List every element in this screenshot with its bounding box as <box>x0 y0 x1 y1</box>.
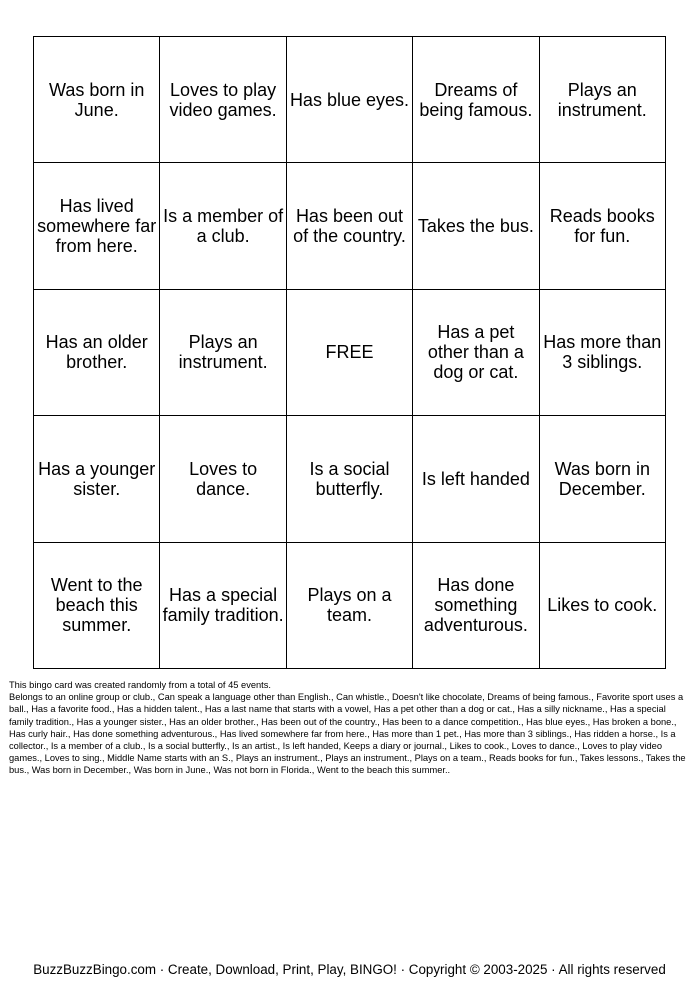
bingo-cell: Has lived somewhere far from here. <box>34 163 160 289</box>
bingo-cell: Is left handed <box>413 416 539 542</box>
bingo-cell: Was born in June. <box>34 37 160 163</box>
bingo-row <box>34 416 666 542</box>
bingo-cell: Plays an instrument. <box>539 37 665 163</box>
bingo-cell: Likes to cook. <box>539 542 665 668</box>
bingo-row <box>34 542 666 668</box>
bingo-cell: Has more than 3 siblings. <box>539 289 665 415</box>
bingo-cell: Is a social butterfly. <box>286 416 412 542</box>
bingo-cell: Dreams of being famous. <box>413 37 539 163</box>
bingo-cell: Reads books for fun. <box>539 163 665 289</box>
bingo-cell: Has a younger sister. <box>34 416 160 542</box>
bingo-cell: Has a pet other than a dog or cat. <box>413 289 539 415</box>
bingo-cell: Has an older brother. <box>34 289 160 415</box>
bingo-cell: Has blue eyes. <box>286 37 412 163</box>
bingo-cell: Takes the bus. <box>413 163 539 289</box>
bingo-cell: Loves to play video games. <box>160 37 286 163</box>
bingo-cell: Was born in December. <box>539 416 665 542</box>
bingo-row <box>34 289 666 415</box>
bingo-row <box>34 37 666 163</box>
bingo-card <box>33 36 666 669</box>
event-list: Belongs to an online group or club., Can speak a language other than English., Can whistle., Doesn't like chocolate, Dreams of being famous., Favorite sport uses a ball., Has a favorite food., Has a hidden talent., Has a last name that starts with a vowel, Has a pet other than a dog or cat., Has a silly nickname., Has a special family tradition., Has a younger sister., Has an older brother., Has been out of the country., Has been to a dance competition., Has blue eyes., Has broken a bone., Has curly hair., Has done something adventurous., Has lived somewhere far from here., Has more than 1 pet., Has more than 3 siblings., Has ridden a horse., Is a collector., Is a member of a club., Is a social butterfly., Is an artist., Is left handed, Keeps a diary or journal., Likes to cook., Loves to dance., Loves to play video games., Loves to sing., Middle Name starts with an S., Plays an instrument., Plays an instrument., Plays on a team., Reads books for fun., Takes lessons., Takes the bus., Was born in December., Was born in June., Was not born in Florida., Went to the beach this summer.. <box>9 692 686 776</box>
bingo-row <box>34 163 666 289</box>
bingo-cell: Has been out of the country. <box>286 163 412 289</box>
bingo-cell: Plays an instrument. <box>160 289 286 415</box>
card-info <box>9 679 689 777</box>
bingo-cell: Is a member of a club. <box>160 163 286 289</box>
card-summary: This bingo card was created randomly from a total of 45 events. <box>9 680 271 690</box>
site-footer: BuzzBuzzBingo.com · Create, Download, Print, Play, BINGO! · Copyright © 2003-2025 · All rights reserved <box>33 962 666 977</box>
bingo-cell: Has done something adventurous. <box>413 542 539 668</box>
bingo-cell: Has a special family tradition. <box>160 542 286 668</box>
bingo-free-cell: FREE <box>286 289 412 415</box>
bingo-cell: Loves to dance. <box>160 416 286 542</box>
bingo-cell: Went to the beach this summer. <box>34 542 160 668</box>
bingo-cell: Plays on a team. <box>286 542 412 668</box>
